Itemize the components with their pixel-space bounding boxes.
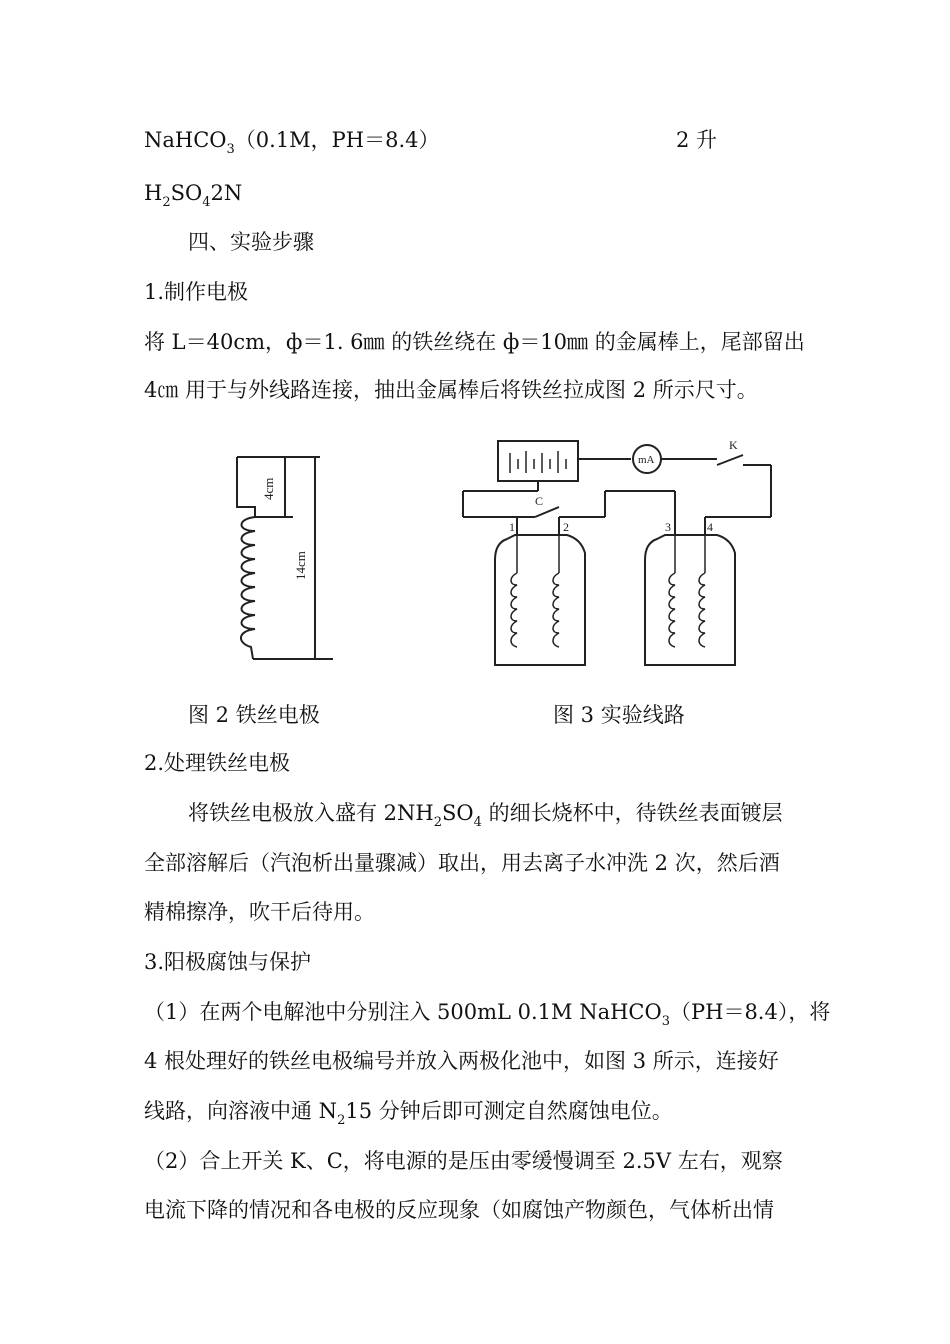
switch-k-label: K bbox=[729, 438, 738, 452]
step3-p2-line-2: 电流下降的情况和各电极的反应现象（如腐蚀产物颜色，气体析出情 bbox=[144, 1198, 774, 1222]
electrode-label-4: 4 bbox=[707, 520, 713, 534]
step2-title: 2.处理铁丝电极 bbox=[144, 751, 291, 775]
electrode-coil-1 bbox=[511, 573, 517, 647]
figure-2-caption: 图 2 铁丝电极 bbox=[188, 703, 320, 727]
step2-line-1 bbox=[188, 798, 783, 832]
reagent-h2so4-line bbox=[144, 178, 242, 212]
formula-subscript: 3 bbox=[226, 142, 235, 157]
electrode-label-2: 2 bbox=[563, 520, 569, 534]
formula-subscript: 2 bbox=[162, 195, 171, 210]
wire-lead bbox=[237, 457, 255, 517]
formula-subscript: 2 bbox=[433, 815, 443, 830]
step2-line-2: 全部溶解后（汽泡析出量骤减）取出，用去离子水冲洗 2 次，然后酒 bbox=[144, 851, 780, 875]
step3-p1-line-3 bbox=[144, 1096, 673, 1130]
formula-subscript: 4 bbox=[202, 195, 211, 210]
step2-text-a: 将铁丝电极放入盛有 2NH bbox=[188, 801, 434, 825]
beaker-right bbox=[645, 535, 735, 665]
meter-label: mA bbox=[638, 454, 655, 466]
step2-text-c: 的细长烧杯中，待铁丝表面镀层 bbox=[481, 801, 783, 825]
step3-p1-text-b: （PH＝8.4），将 bbox=[670, 1000, 831, 1024]
step1-line-2: 4㎝ 用于与外线路连接，抽出金属棒后将铁丝拉成图 2 所示尺寸。 bbox=[144, 378, 758, 402]
electrode-label-1: 1 bbox=[509, 520, 515, 534]
switch-c-label: C bbox=[535, 494, 544, 508]
step3-p1-line3-a: 线路，向溶液中通 N bbox=[144, 1099, 338, 1123]
step3-p1-text-a: （1）在两个电解池中分别注入 500mL 0.1M NaHCO bbox=[144, 1000, 662, 1024]
step3-p2-line-1: （2）合上开关 K、C，将电源的是压由零缓慢调至 2.5V 左右，观察 bbox=[144, 1149, 783, 1173]
formula-so: SO bbox=[170, 181, 203, 205]
figure-3-diagram bbox=[455, 435, 785, 675]
formula-h: H bbox=[144, 181, 163, 205]
electrode-coil-2 bbox=[553, 573, 559, 647]
step3-p1-line3-b: 15 分钟后即可测定自然腐蚀电位。 bbox=[345, 1099, 673, 1123]
switch-c bbox=[535, 507, 559, 517]
step3-p1-line-2: 4 根处理好的铁丝电极编号并放入两极化池中，如图 3 所示，连接好 bbox=[144, 1049, 779, 1073]
dim-label-total: 14cm bbox=[293, 551, 308, 580]
step3-title: 3.阳极腐蚀与保护 bbox=[144, 950, 312, 974]
figure-3-caption: 图 3 实验线路 bbox=[553, 703, 685, 727]
coil bbox=[241, 517, 255, 659]
step2-line-3: 精棉擦净，吹干后待用。 bbox=[144, 900, 375, 924]
reagent-detail: （0.1M，PH＝8.4） bbox=[234, 128, 440, 152]
formula-subscript: 3 bbox=[661, 1014, 670, 1029]
reagent-nahco3-line bbox=[144, 125, 440, 159]
reagent-formula: NaHCO bbox=[144, 128, 227, 152]
dim-label-top: 4cm bbox=[261, 477, 276, 500]
figure-2-diagram bbox=[225, 445, 345, 670]
electrode-coil-3 bbox=[669, 573, 675, 647]
step1-line-1: 将 L＝40cm，ф＝1. 6㎜ 的铁丝绕在 ф＝10㎜ 的金属棒上，尾部留出 bbox=[144, 330, 805, 354]
step2-text-b: SO bbox=[442, 801, 474, 825]
reagent-amount: 2 升 bbox=[676, 128, 718, 152]
formula-tail: 2N bbox=[210, 181, 243, 205]
section-heading: 四、实验步骤 bbox=[188, 230, 314, 254]
formula-subscript: 4 bbox=[473, 815, 482, 830]
beaker-left bbox=[495, 535, 585, 665]
electrode-coil-4 bbox=[699, 573, 705, 647]
step1-title: 1.制作电极 bbox=[144, 280, 249, 304]
electrode-label-3: 3 bbox=[665, 520, 671, 534]
formula-subscript: 2 bbox=[337, 1113, 346, 1128]
step3-p1-line-1 bbox=[144, 997, 830, 1031]
switch-k bbox=[717, 455, 743, 465]
